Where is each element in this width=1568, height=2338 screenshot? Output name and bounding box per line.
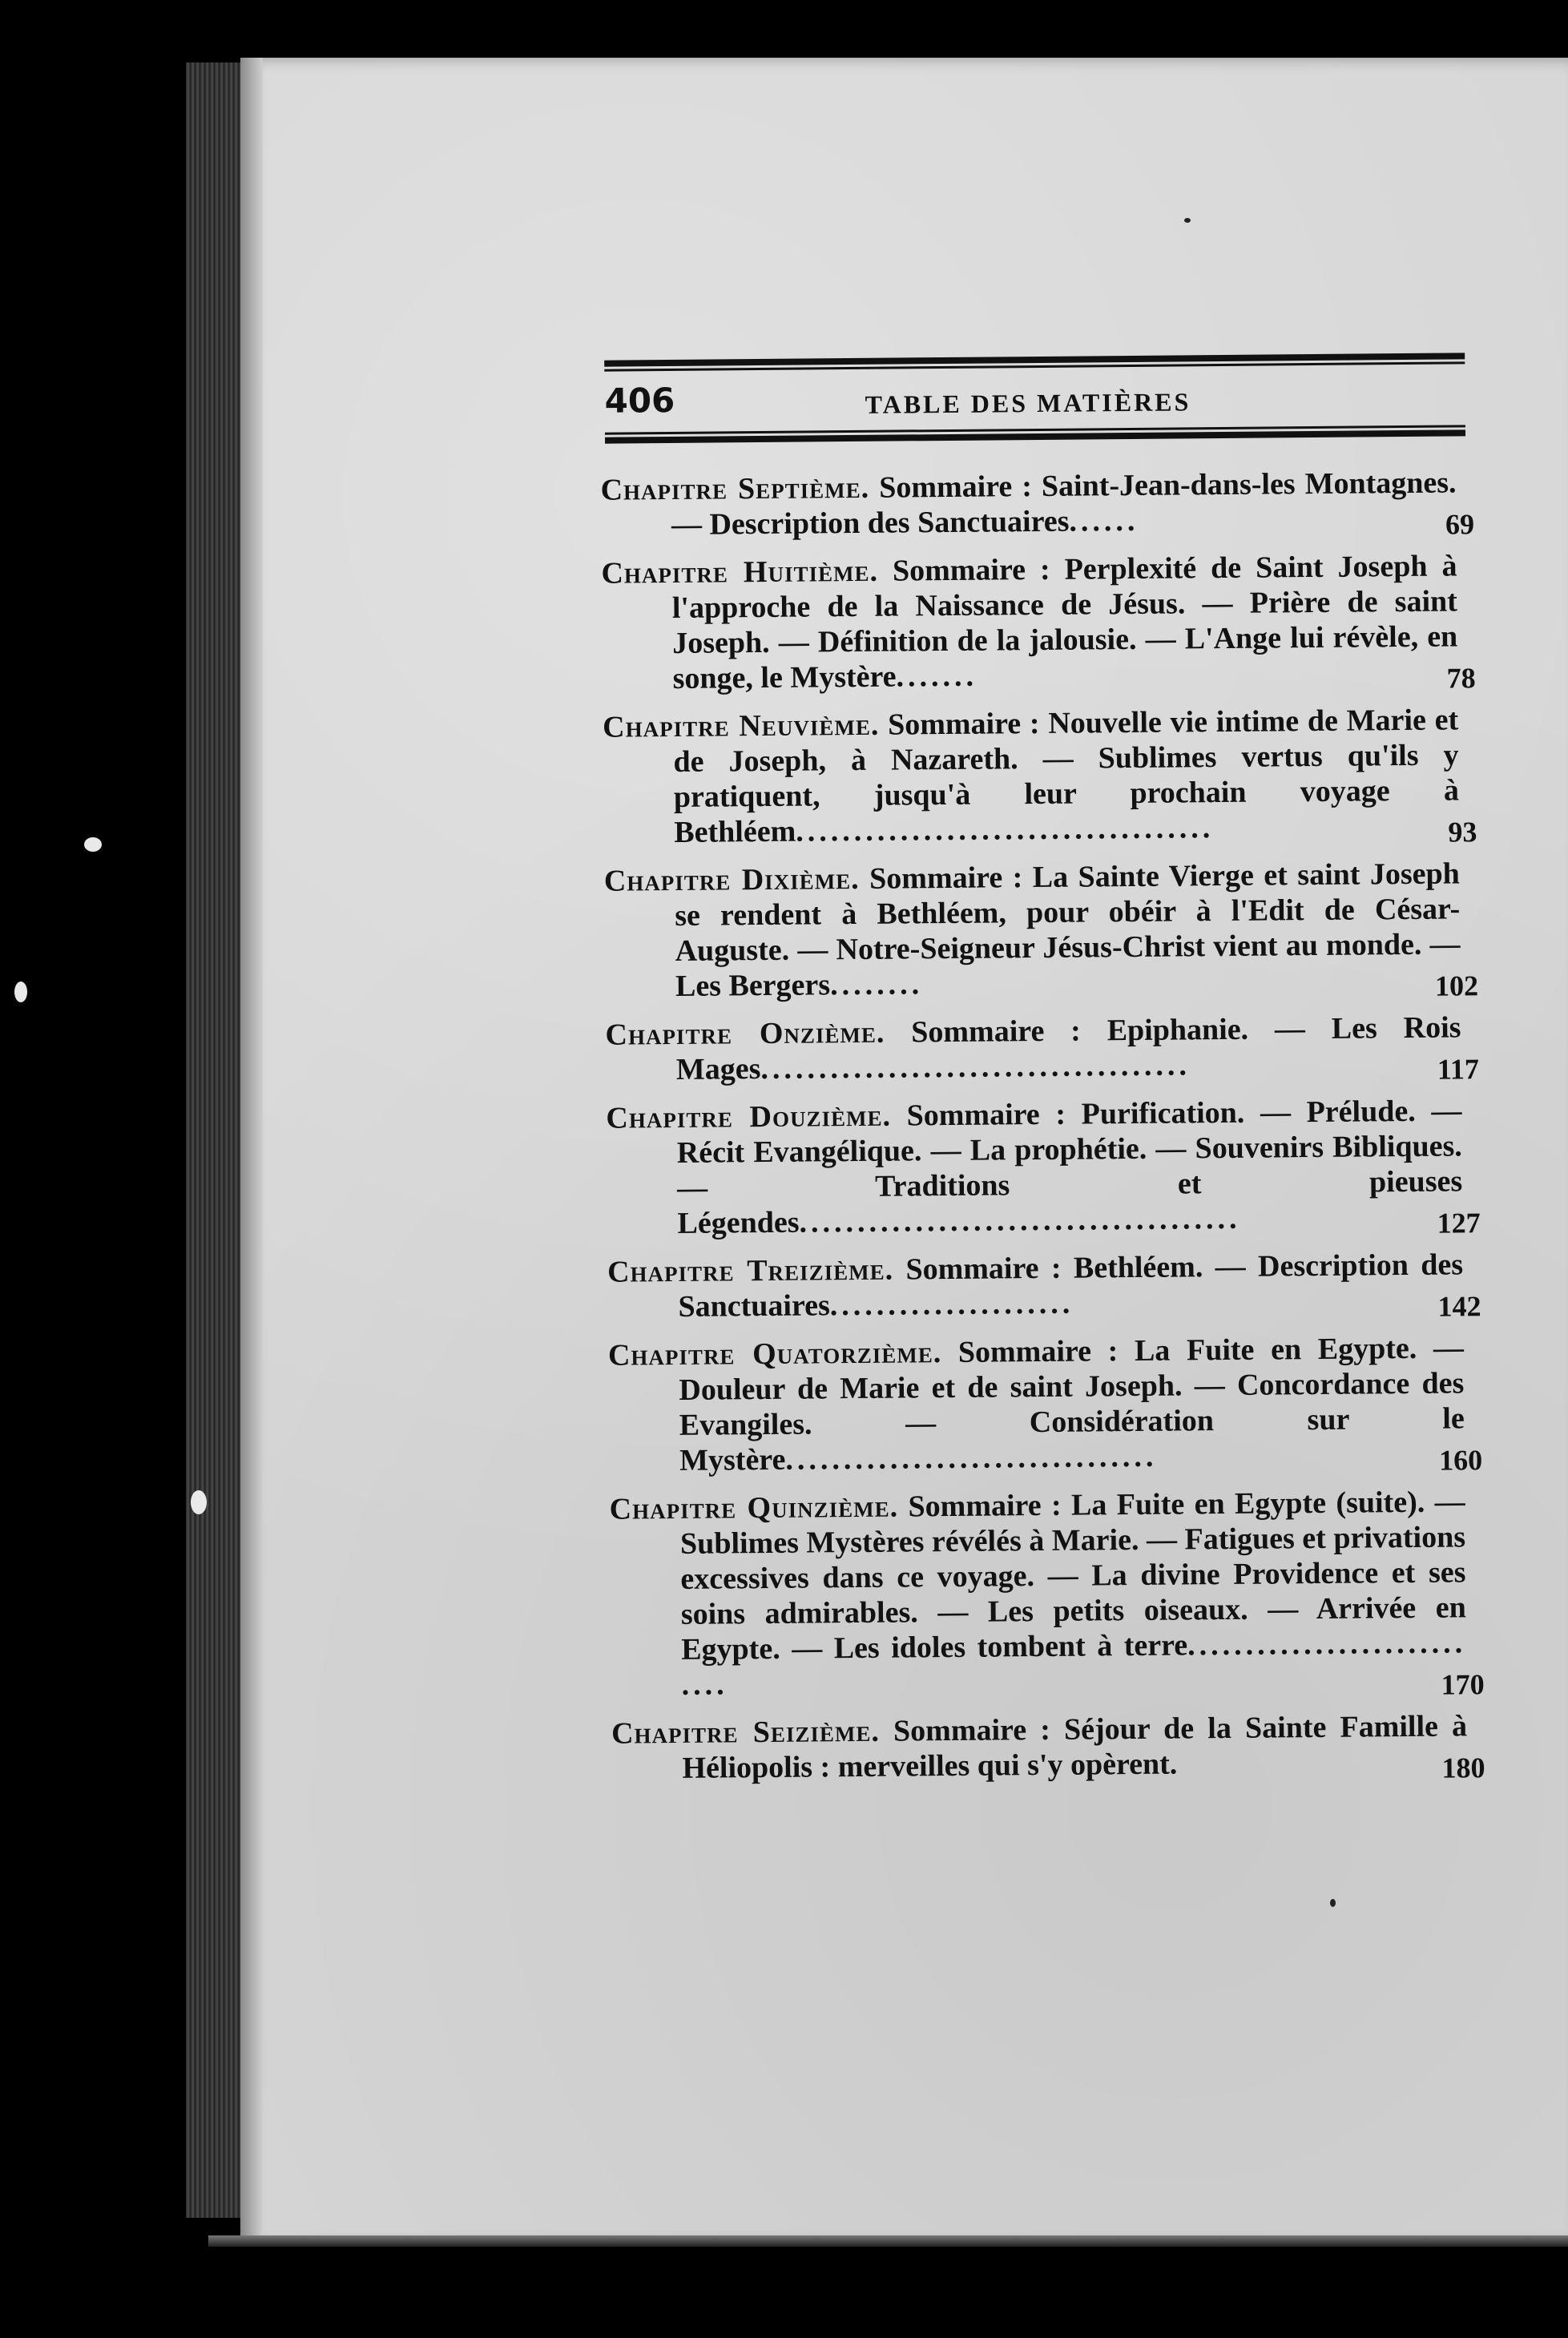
toc-page-number: 93 bbox=[1448, 816, 1477, 849]
chapter-label: Chapitre Dixième. bbox=[603, 861, 860, 898]
toc-entry-text bbox=[600, 465, 1457, 542]
toc-page-number: 142 bbox=[1437, 1290, 1481, 1323]
chapter-label: Chapitre Quatorzième. bbox=[607, 1336, 942, 1373]
toc-page-number: 117 bbox=[1437, 1053, 1480, 1086]
toc-entry-text bbox=[604, 856, 1461, 1004]
toc-page-number: 170 bbox=[1441, 1668, 1485, 1701]
toc-entry bbox=[604, 856, 1478, 1005]
toc-entry bbox=[609, 1484, 1484, 1703]
dot-leader: ...................................... bbox=[799, 1201, 1241, 1240]
chapter-label: Chapitre Seizième. bbox=[611, 1714, 881, 1751]
chapter-summary: Sommaire : Bethléem. — Description des Sanctuaires bbox=[678, 1248, 1464, 1324]
dot-leader: .................................... bbox=[796, 811, 1215, 849]
chapter-label: Chapitre Quinzième. bbox=[609, 1489, 899, 1526]
page-gutter-shadow bbox=[240, 58, 263, 2245]
page-number: 406 bbox=[604, 380, 675, 421]
chapter-summary: Sommaire : La Fuite en Egypte (suite). — Sublimes Mystères révélés à Marie. — Fatigues et privations excessives dans ce voyage. — La divine Providence et ses soins admirables. — Les petits oiseaux. — Arrivée en Egypte. — Les idoles tombent à terre bbox=[679, 1485, 1466, 1667]
toc-entry bbox=[605, 1010, 1479, 1088]
chapter-summary: Sommaire : Nouvelle vie intime de Marie et de Joseph, à Nazareth. — Sublimes vertus qu'ils y pratiquent, jusqu'à leur prochain voyage à Bethléem bbox=[673, 703, 1460, 849]
toc-entry-text bbox=[606, 1093, 1462, 1241]
chapter-summary: Sommaire : Saint-Jean-dans-les Montagnes. — Description des Sanctuaires bbox=[671, 466, 1457, 542]
toc-entry-text bbox=[611, 1708, 1468, 1786]
toc-entry bbox=[600, 465, 1474, 543]
toc-entry bbox=[607, 1247, 1481, 1325]
toc-entry bbox=[606, 1093, 1480, 1242]
toc-entry bbox=[601, 548, 1475, 697]
toc-entry-text bbox=[608, 1330, 1465, 1478]
toc-entry-text bbox=[601, 548, 1457, 696]
toc-page-number: 160 bbox=[1439, 1444, 1483, 1477]
page-bottom-edge bbox=[208, 2235, 1568, 2247]
toc-page-number: 102 bbox=[1434, 969, 1479, 1002]
running-title: TABLE DES MATIÈRES bbox=[865, 387, 1191, 419]
table-of-contents bbox=[600, 465, 1485, 1799]
toc-entry-text bbox=[603, 702, 1459, 850]
toc-entry bbox=[608, 1330, 1482, 1479]
paper-speck bbox=[14, 982, 27, 1002]
chapter-summary: Sommaire : Purification. — Prélude. — Récit Evangélique. — La prophétie. — Souvenirs Bibliques. — Traditions et pieuses Légendes bbox=[676, 1094, 1463, 1240]
paper-speck bbox=[191, 1490, 207, 1514]
toc-page-number: 78 bbox=[1446, 662, 1476, 695]
dot-leader: ...... bbox=[1069, 503, 1139, 538]
paper-speck bbox=[84, 837, 102, 852]
chapter-summary: Sommaire : Perplexité de Saint Joseph à l'approche de la Naissance de Jésus. — Prière de saint Joseph. — Définition de la jalousie. — L'Ange lui révèle, en songe, le Mystère bbox=[671, 549, 1458, 695]
dot-leader: ..................................... bbox=[760, 1048, 1191, 1086]
chapter-label: Chapitre Treizième. bbox=[607, 1252, 894, 1289]
chapter-label: Chapitre Neuvième. bbox=[602, 707, 880, 744]
dot-leader: ....... bbox=[896, 659, 978, 694]
chapter-label: Chapitre Douzième. bbox=[606, 1098, 892, 1135]
toc-entry-text bbox=[605, 1010, 1461, 1087]
chapter-summary: Sommaire : Epiphanie. — Les Rois Mages bbox=[675, 1010, 1461, 1086]
toc-page-number: 69 bbox=[1445, 508, 1475, 541]
dot-leader: ........................ .... bbox=[681, 1626, 1467, 1702]
paper-speck bbox=[1184, 218, 1191, 223]
toc-page-number: 127 bbox=[1437, 1207, 1481, 1240]
chapter-summary: Sommaire : Séjour de la Sainte Famille à Héliopolis : merveilles qui s'y opèrent. bbox=[682, 1709, 1468, 1785]
toc-entry bbox=[603, 702, 1477, 851]
chapter-summary: Sommaire : La Sainte Vierge et saint Joseph se rendent à Bethléem, pour obéir à l'Edit de César-Auguste. — Notre-Seigneur Jésus-Christ vient au monde. — Les Bergers bbox=[675, 857, 1461, 1003]
chapter-summary: Sommaire : La Fuite en Egypte. — Douleur de Marie et de saint Joseph. — Concordance des Evangiles. — Considération sur le Mystère bbox=[679, 1331, 1465, 1477]
dot-leader: ........ bbox=[829, 967, 924, 1002]
dot-leader: ..................... bbox=[829, 1286, 1074, 1323]
chapter-label: Chapitre Huitième. bbox=[601, 554, 879, 591]
dot-leader: ................................ bbox=[785, 1439, 1158, 1477]
toc-entry-text bbox=[609, 1484, 1466, 1703]
toc-page-number: 180 bbox=[1441, 1751, 1485, 1784]
toc-entry bbox=[611, 1708, 1485, 1787]
chapter-label: Chapitre Onzième. bbox=[605, 1015, 885, 1052]
paper-speck bbox=[1330, 1899, 1336, 1907]
chapter-label: Chapitre Septième. bbox=[600, 470, 870, 507]
toc-entry-text bbox=[607, 1247, 1464, 1324]
